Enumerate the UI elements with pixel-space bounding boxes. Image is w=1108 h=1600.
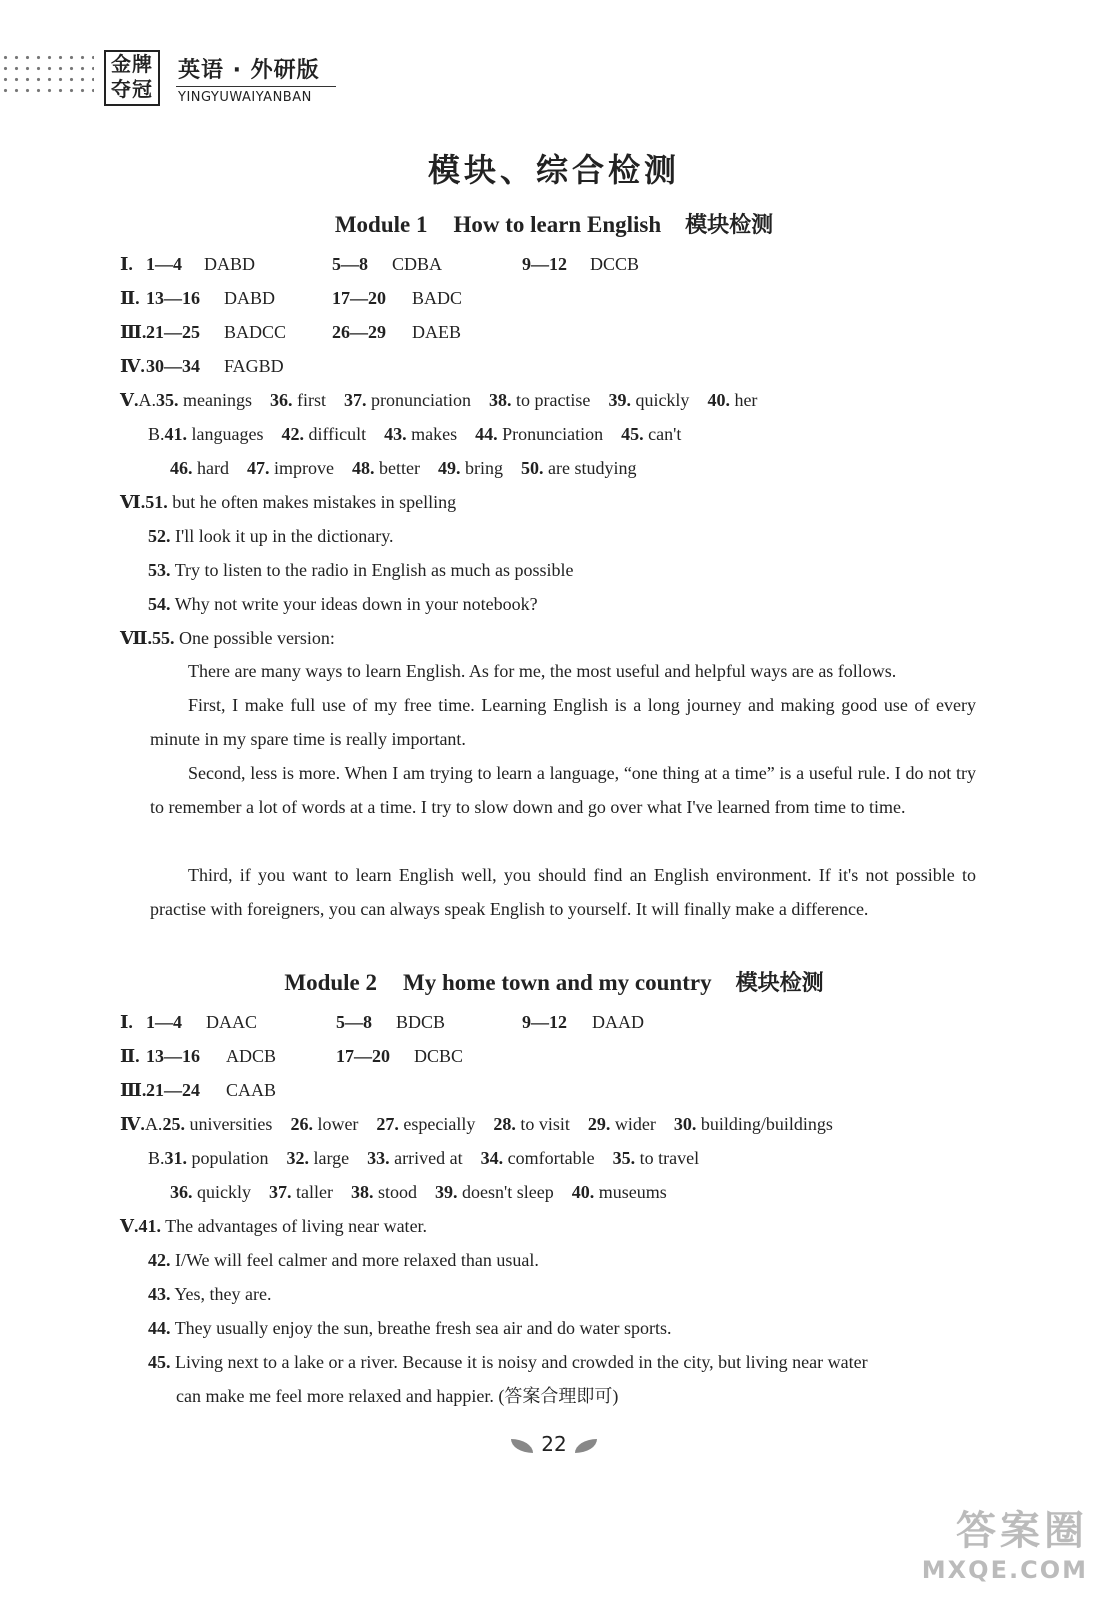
answer-letters: BADC [412, 288, 463, 308]
m2-section-iv-b1 [148, 1146, 699, 1170]
answer: to practise [515, 390, 591, 410]
answer-letters: DAAD [592, 1012, 644, 1032]
answer: large [313, 1148, 350, 1168]
question-number: 45. [148, 1352, 171, 1372]
section-numeral: Ⅲ. [120, 1080, 147, 1100]
section-numeral: Ⅴ. [120, 1216, 139, 1236]
question-number: 49. [437, 458, 461, 478]
section-numeral: Ⅳ. [120, 1114, 145, 1134]
m1-section-vi-51 [120, 490, 456, 514]
logo-line-1: 金牌 [111, 52, 153, 76]
question-number: 35. [612, 1148, 636, 1168]
answer: to travel [639, 1148, 700, 1168]
question-number: 40. [707, 390, 730, 410]
question-number: 42. [148, 1250, 171, 1270]
answer: meanings [182, 390, 252, 410]
answer: I/We will feel calmer and more relaxed than usual. [175, 1250, 539, 1270]
question-number: 35. [155, 390, 179, 410]
answer: improve [273, 458, 334, 478]
question-number: 55. [151, 628, 175, 648]
question-number: 28. [493, 1114, 516, 1134]
question-number: 54. [148, 594, 171, 614]
m1-section-vi-54 [148, 592, 538, 616]
answer: her [734, 390, 758, 410]
section-numeral: Ⅳ. [120, 356, 145, 376]
part-label: B. [148, 1148, 165, 1168]
answer-letters: DAEB [412, 322, 461, 342]
answer: to visit [520, 1114, 570, 1134]
m2-section-v-42 [148, 1248, 539, 1272]
answer: are studying [547, 458, 637, 478]
question-range: 13—16 [146, 288, 200, 308]
answer: first [296, 390, 326, 410]
answer: doesn't sleep [462, 1182, 554, 1202]
m1-section-v-a [120, 388, 757, 412]
answer: quickly [197, 1182, 251, 1202]
m1-section-v-b2 [170, 456, 636, 480]
answer-letters: DABD [224, 288, 276, 308]
section-numeral: Ⅰ. [120, 1012, 133, 1032]
question-number: 30. [673, 1114, 697, 1134]
essay-paragraph: First, I make full use of my free time. Learning English is a long journey and making good use of every minute in my spare time is really important. [150, 695, 976, 749]
question-number: 36. [170, 1182, 193, 1202]
question-number: 25. [162, 1114, 185, 1134]
question-range: 5—8 [332, 254, 368, 274]
question-number: 52. [148, 526, 171, 546]
answer-letters: BDCB [396, 1012, 446, 1032]
question-number: 44. [475, 424, 498, 444]
m2-section-v-41 [120, 1214, 427, 1238]
answer: Why not write your ideas down in your notebook? [174, 594, 538, 614]
question-number: 42. [281, 424, 304, 444]
question-range: 1—4 [146, 1012, 182, 1032]
m2-section-v-45-cont [176, 1384, 618, 1408]
question-number: 45. [621, 424, 644, 444]
question-number: 47. [246, 458, 270, 478]
question-number: 32. [286, 1148, 310, 1168]
answer-letters: DCBC [414, 1046, 464, 1066]
answer: taller [296, 1182, 333, 1202]
watermark-top: 答案圈 [956, 1508, 1088, 1554]
question-number: 41. [138, 1216, 161, 1236]
question-number: 26. [290, 1114, 313, 1134]
answer: quickly [635, 390, 690, 410]
answer: lower [317, 1114, 359, 1134]
page-footer [0, 1432, 1108, 1456]
answer-letters: DABD [204, 254, 256, 274]
leaf-icon [575, 1439, 597, 1453]
question-range: 9—12 [522, 1012, 567, 1032]
answer: pronunciation [370, 390, 471, 410]
module-1-name: How to learn English [453, 212, 662, 237]
m2-section-v-44 [148, 1316, 672, 1340]
answer: Pronunciation [502, 424, 604, 444]
question-range: 9—12 [522, 254, 567, 274]
logo-line-2: 夺冠 [111, 77, 153, 101]
question-number: 36. [269, 390, 293, 410]
answer-letters: BADCC [224, 322, 287, 342]
m1-section-v-b1 [148, 422, 681, 446]
essay-paragraph: Second, less is more. When I am trying to learn a language, “one thing at a time” is a useful rule. I do not try to remember a lot of words at a time. I try to slow down and go over what I've learned from time to time. [150, 763, 976, 817]
page-title: 模块、综合检测 [427, 151, 680, 189]
answer: but he often makes mistakes in spelling [172, 492, 457, 512]
m1-section-vi-53 [148, 558, 574, 582]
answer: comfortable [507, 1148, 595, 1168]
leaf-icon [511, 1439, 533, 1453]
m2-section-iv-b2 [170, 1180, 667, 1204]
m1-section-vi-52 [148, 524, 394, 548]
m1-section-vii [120, 626, 335, 650]
section-numeral: Ⅰ. [120, 254, 133, 274]
module-2-name: My home town and my country [403, 970, 712, 995]
answer: hard [197, 458, 229, 478]
watermark-bottom: MXQE.COM [921, 1556, 1088, 1584]
answer: difficult [308, 424, 367, 444]
module-1-title [0, 208, 1108, 239]
question-number: 53. [148, 560, 171, 580]
section-numeral: Ⅶ. [120, 628, 152, 648]
answer: Yes, they are. [174, 1284, 272, 1304]
section-numeral: Ⅴ. [120, 390, 139, 410]
answer: Try to listen to the radio in English as much as possible [174, 560, 574, 580]
question-number: 39. [435, 1182, 458, 1202]
section-numeral: Ⅱ. [120, 288, 140, 308]
watermark [922, 1499, 1088, 1584]
answer: better [378, 458, 420, 478]
answer: building/buildings [700, 1114, 833, 1134]
question-number: 43. [384, 424, 407, 444]
answer: arrived at [394, 1148, 463, 1168]
m2-section-v-43 [148, 1282, 272, 1306]
question-number: 39. [608, 390, 631, 410]
answer: universities [189, 1114, 273, 1134]
question-range: 21—25 [146, 322, 200, 342]
m2-section-v-45 [148, 1350, 868, 1374]
page-number: 22 [541, 1432, 567, 1456]
answer: They usually enjoy the sun, breathe fresh sea air and do water sports. [174, 1318, 672, 1338]
question-number: 27. [376, 1114, 399, 1134]
question-number: 43. [148, 1284, 171, 1304]
brand-title: 英语 · 外研版 [178, 58, 320, 83]
answer-letters: ADCB [226, 1046, 277, 1066]
question-range: 17—20 [336, 1046, 390, 1066]
section-numeral: Ⅲ. [120, 322, 147, 342]
answer: The advantages of living near water. [165, 1216, 428, 1236]
answer: Living next to a lake or a river. Because it is noisy and crowded in the city, but living near water [175, 1352, 868, 1372]
question-range: 30—34 [146, 356, 200, 376]
answer-letters: FAGBD [224, 356, 284, 376]
question-range: 1—4 [146, 254, 182, 274]
module-1-cn: 模块检测 [685, 213, 774, 238]
brand-rule [176, 86, 336, 87]
question-number: 38. [350, 1182, 374, 1202]
answer: especially [403, 1114, 476, 1134]
brand-pinyin: YINGYUWAIYANBAN [178, 90, 312, 105]
decorative-dot-grid [0, 52, 94, 96]
answer: makes [411, 424, 458, 444]
answer: museums [598, 1182, 667, 1202]
question-number: 46. [170, 458, 193, 478]
answer: bring [464, 458, 503, 478]
section-numeral: Ⅱ. [120, 1046, 140, 1066]
question-number: 33. [367, 1148, 390, 1168]
question-number: 50. [520, 458, 544, 478]
module-2-title [0, 966, 1108, 997]
answer: stood [377, 1182, 417, 1202]
answer: population [191, 1148, 269, 1168]
question-number: 31. [164, 1148, 188, 1168]
module-1-label: Module 1 [334, 212, 428, 237]
answer: I'll look it up in the dictionary. [175, 526, 394, 546]
module-2-label: Module 2 [284, 970, 378, 995]
part-label: A. [138, 390, 156, 410]
essay-paragraph: There are many ways to learn English. As for me, the most useful and helpful ways are as follows. [188, 661, 897, 681]
answer-letters: DCCB [590, 254, 640, 274]
question-number: 38. [488, 390, 512, 410]
question-number: 37. [343, 390, 367, 410]
m2-section-iv-a [120, 1112, 833, 1136]
question-number: 37. [269, 1182, 292, 1202]
answer-letters: DAAC [206, 1012, 258, 1032]
part-label: B. [148, 424, 165, 444]
question-range: 5—8 [336, 1012, 372, 1032]
question-number: 34. [480, 1148, 504, 1168]
answer-letters: CAAB [226, 1080, 277, 1100]
question-number: 51. [145, 492, 168, 512]
answer-letters: CDBA [392, 254, 443, 274]
essay-paragraph: Third, if you want to learn English well, you should find an English environment. If it's not possible to practise with foreigners, you can always speak English to yourself. It will finally make a difference. [150, 865, 976, 919]
question-number: 48. [351, 458, 375, 478]
question-number: 29. [587, 1114, 611, 1134]
question-range: 13—16 [146, 1046, 200, 1066]
question-number: 41. [164, 424, 188, 444]
question-range: 17—20 [332, 288, 386, 308]
question-number: 40. [571, 1182, 595, 1202]
question-range: 26—29 [332, 322, 386, 342]
question-range: 21—24 [146, 1080, 200, 1100]
brand-logo [104, 50, 160, 106]
essay-intro: One possible version: [178, 628, 335, 648]
module-2-cn: 模块检测 [735, 971, 824, 996]
question-number: 44. [148, 1318, 171, 1338]
part-label: A. [144, 1114, 163, 1134]
answer: can't [648, 424, 682, 444]
answer: wider [614, 1114, 656, 1134]
answer-continuation: can make me feel more relaxed and happier. (答案合理即可) [176, 1386, 619, 1406]
answer: languages [191, 424, 264, 444]
section-numeral: Ⅵ. [120, 492, 146, 512]
